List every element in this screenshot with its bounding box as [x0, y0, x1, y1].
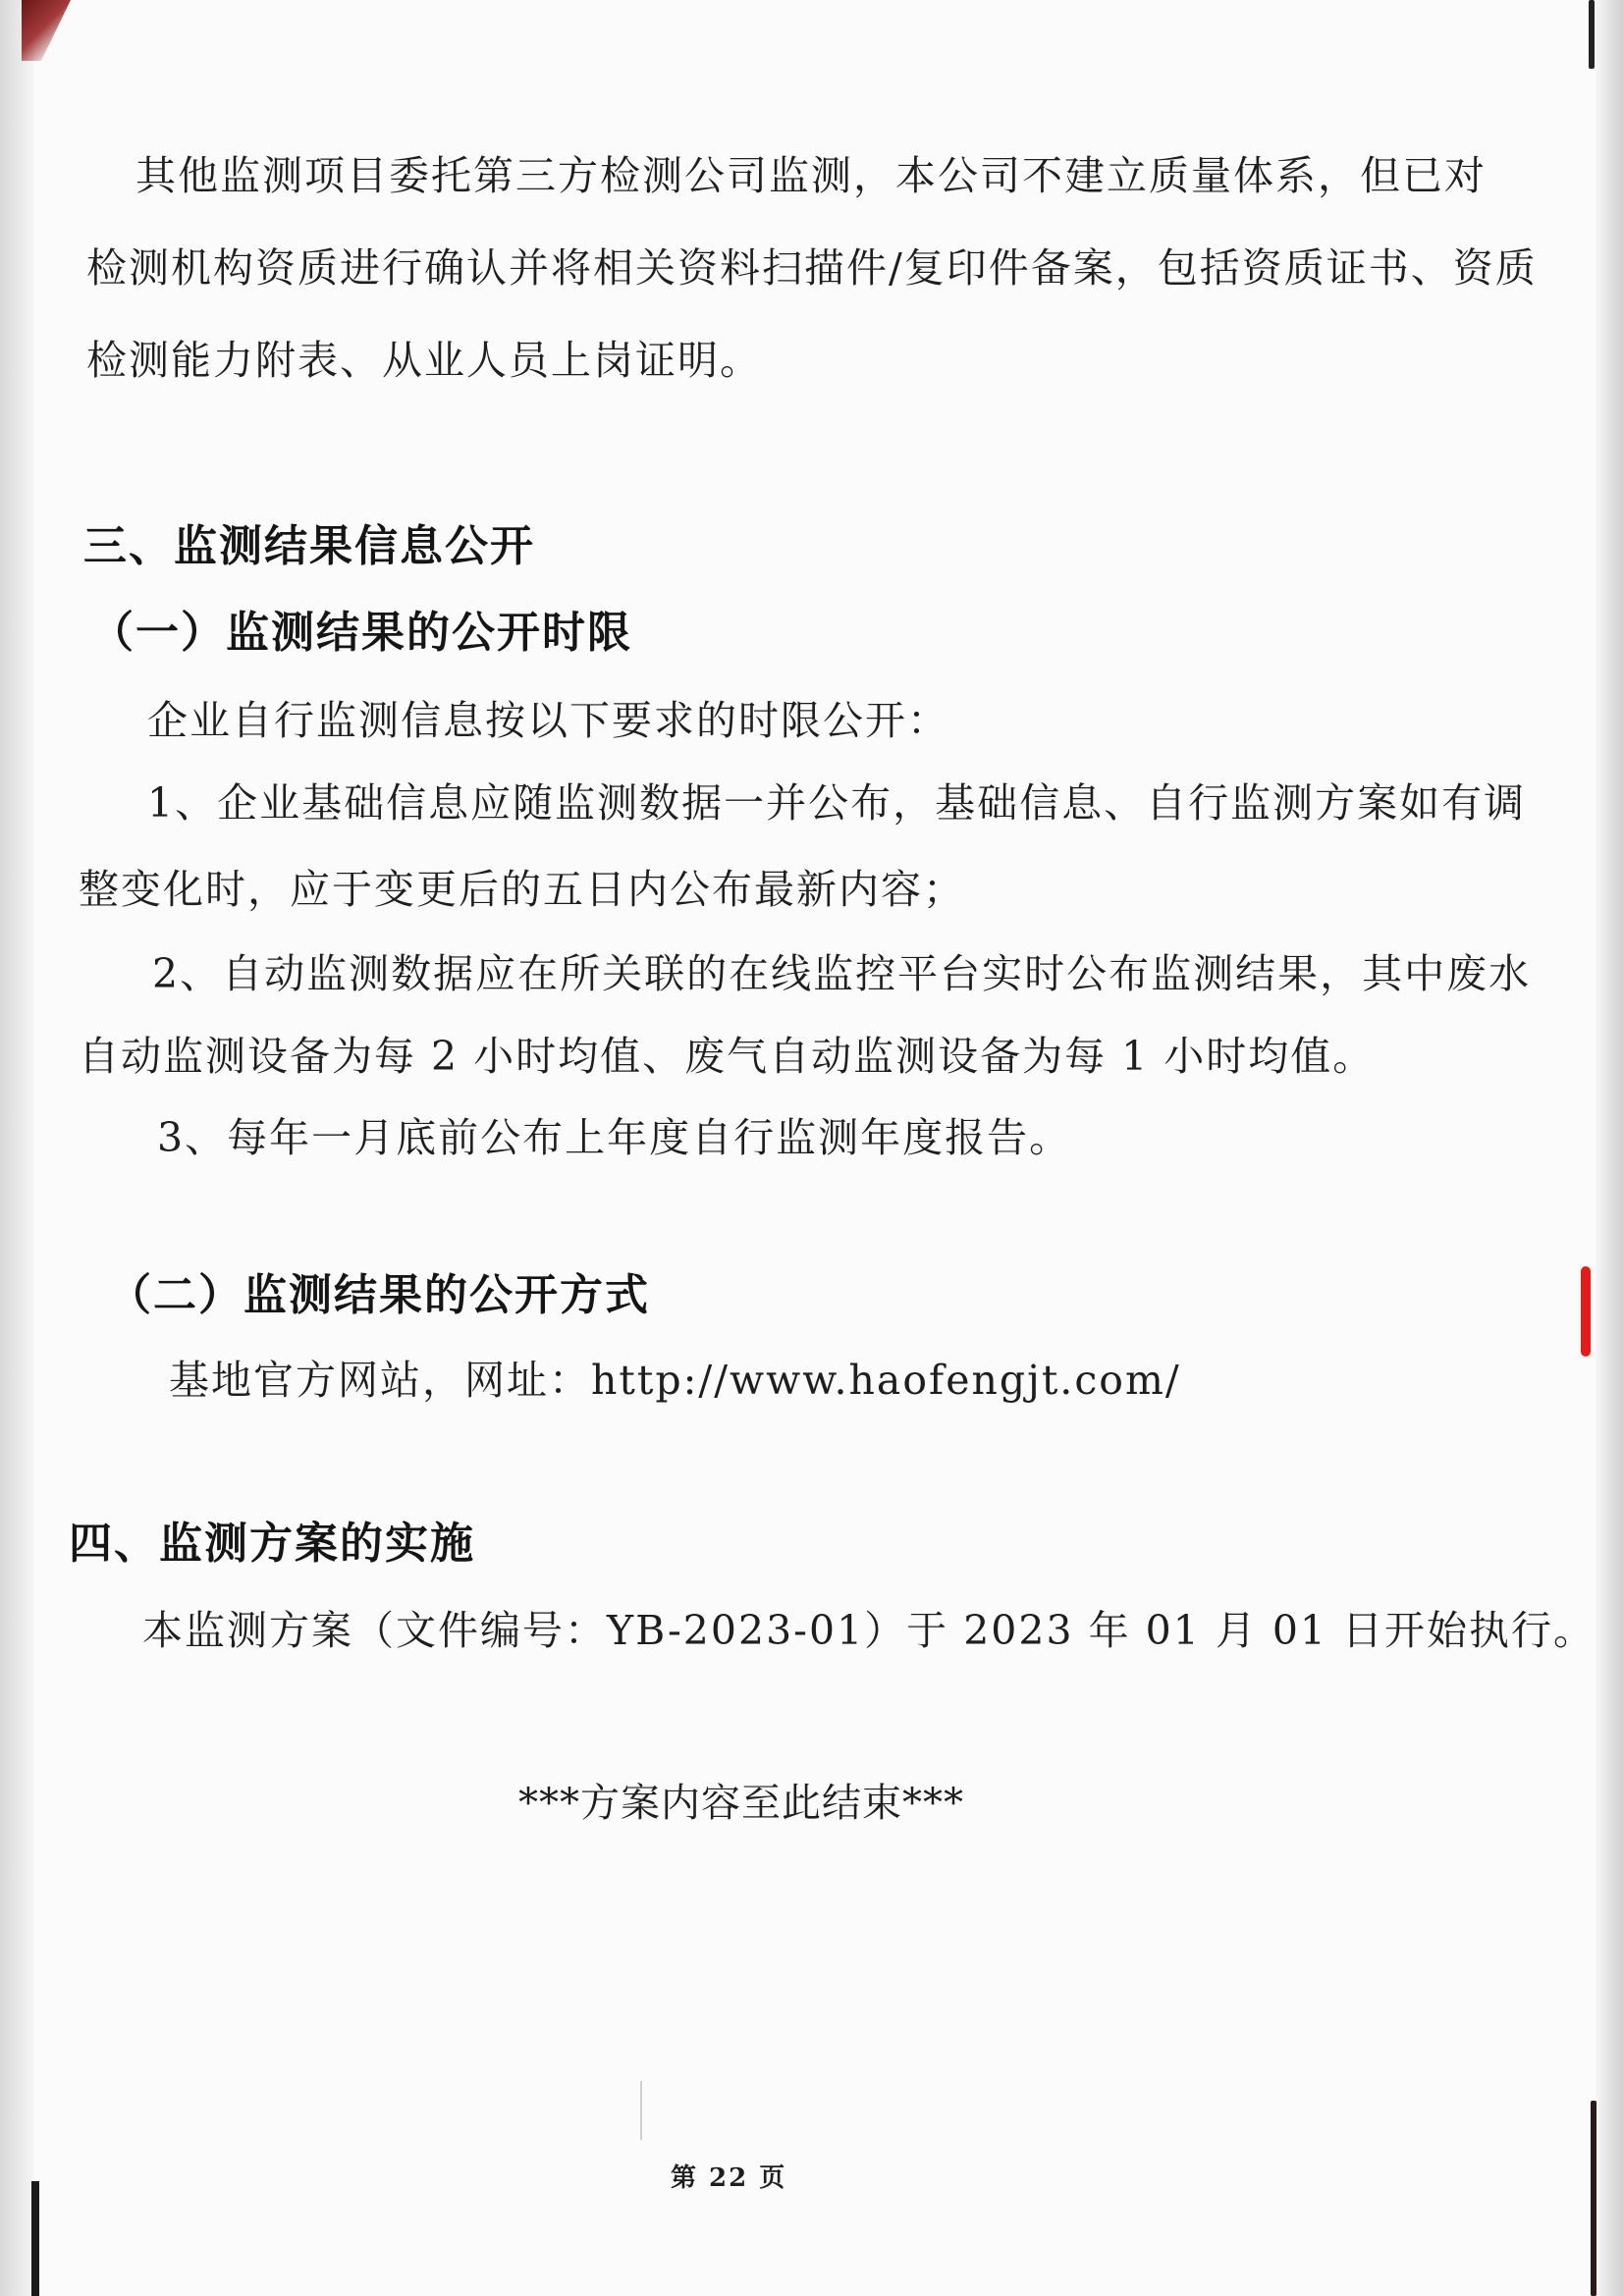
subsection-heading: （二）监测结果的公开方式: [108, 1270, 650, 1320]
list-item: 1、企业基础信息应随监测数据一并公布，基础信息、自行监测方案如有调: [147, 779, 1527, 827]
list-item: 2、自动监测数据应在所关联的在线监控平台实时公布监测结果，其中废水: [152, 950, 1532, 997]
list-item-continuation: 整变化时，应于变更后的五日内公布最新内容；: [79, 866, 965, 913]
scan-edge-right: [1596, 0, 1623, 2296]
scan-border-line: [1591, 2101, 1596, 2296]
section-heading: 三、监测结果信息公开: [83, 521, 535, 571]
paragraph-line: 检测能力附表、从业人员上岗证明。: [86, 337, 762, 384]
page-number: 第 22 页: [671, 2163, 787, 2193]
scan-border-line: [31, 2181, 39, 2296]
scan-fold-line: [640, 2081, 642, 2140]
scan-edge-left: [0, 0, 33, 2296]
list-item-continuation: 自动监测设备为每 2 小时均值、废气自动监测设备为每 1 小时均值。: [79, 1033, 1376, 1080]
scan-border-line: [1589, 0, 1595, 69]
list-item: 3、每年一月底前公布上年度自行监测年度报告。: [157, 1114, 1072, 1161]
paragraph-line: 其他监测项目委托第三方检测公司监测，本公司不建立质量体系，但已对: [135, 152, 1487, 199]
red-binding-mark: [1581, 1266, 1591, 1357]
website-text: 基地官方网站，网址：http://www.haofengjt.com/: [169, 1357, 1181, 1404]
section-heading: 四、监测方案的实施: [69, 1519, 475, 1569]
end-of-plan-mark: ***方案内容至此结束***: [518, 1781, 964, 1826]
subsection-heading: （一）监测结果的公开时限: [90, 608, 632, 658]
scan-corner-mark: [22, 0, 71, 61]
paragraph-line: 检测机构资质进行确认并将相关资料扫描件/复印件备案，包括资质证书、资质: [86, 244, 1538, 292]
paragraph-line: 本监测方案（文件编号：YB-2023-01）于 2023 年 01 月 01 日开始执行。: [142, 1607, 1596, 1654]
paragraph-line: 企业自行监测信息按以下要求的时限公开：: [147, 697, 949, 744]
